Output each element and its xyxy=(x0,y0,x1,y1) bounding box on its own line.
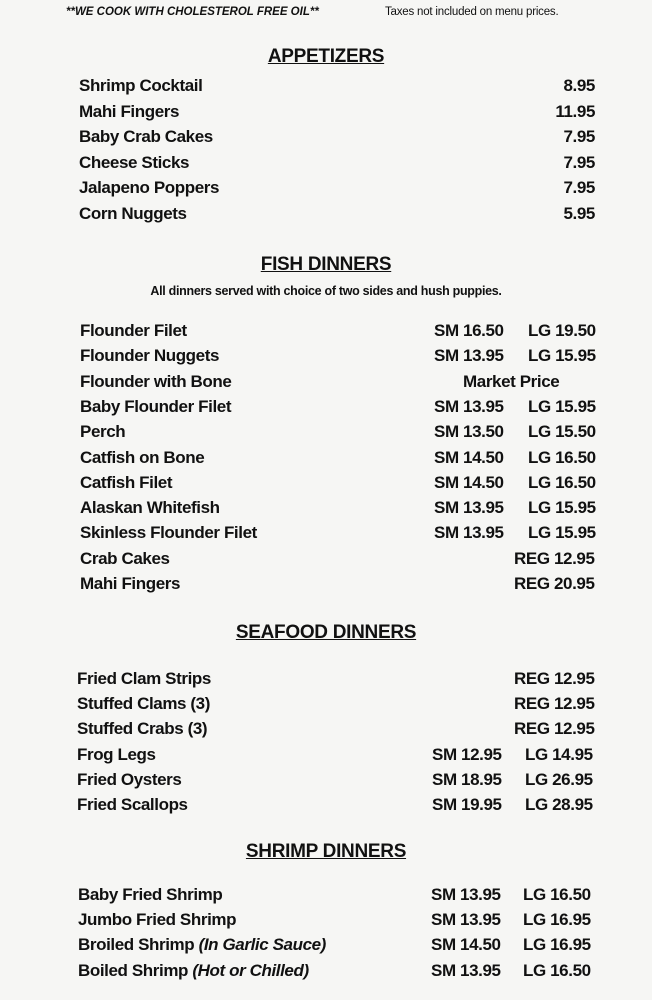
fish-dinners-title: FISH DINNERS xyxy=(260,254,392,275)
item-name-text: Flounder with Bone xyxy=(80,371,232,391)
item-price: 5.95 xyxy=(563,204,595,223)
menu-item-row xyxy=(79,102,595,126)
item-price-regular: REG 12.95 xyxy=(514,669,595,688)
item-price-small: SM 14.50 xyxy=(434,447,504,467)
seafood-dinners-title: SEAFOOD DINNERS xyxy=(235,622,417,643)
item-name xyxy=(80,448,204,468)
item-name xyxy=(80,422,125,442)
item-price-large: LG 19.50 xyxy=(528,321,596,340)
menu-item-row xyxy=(79,127,595,151)
item-name-text: Baby Fried Shrimp xyxy=(78,885,223,904)
item-name xyxy=(79,178,219,198)
item-price: 11.95 xyxy=(555,101,595,121)
item-price-large: LG 16.50 xyxy=(523,960,591,980)
menu-item-row xyxy=(80,498,600,522)
item-price: 7.95 xyxy=(563,152,595,172)
item-name xyxy=(78,961,309,981)
item-name xyxy=(78,885,222,905)
item-price-small: SM 18.95 xyxy=(432,769,502,789)
item-name-text: Skinless Flounder Filet xyxy=(80,523,257,543)
fish-dinners-subtitle: All dinners served with choice of two sides and hush puppies. xyxy=(150,284,502,298)
item-price-large: LG 15.95 xyxy=(528,523,596,543)
item-name xyxy=(77,694,210,714)
item-name xyxy=(80,321,187,341)
menu-item-row xyxy=(77,694,600,718)
item-price-small: SM 13.95 xyxy=(434,498,504,518)
item-price-large: LG 16.95 xyxy=(523,935,591,955)
menu-item-row xyxy=(77,745,600,769)
shrimp-dinners-title: SHRIMP DINNERS xyxy=(245,841,407,862)
item-name xyxy=(78,935,326,955)
menu-item-row xyxy=(80,397,600,421)
item-name-text: Fried Scallops xyxy=(77,795,188,814)
item-name xyxy=(79,76,202,96)
item-name xyxy=(79,204,187,224)
item-name xyxy=(77,770,181,790)
item-price-small: SM 13.95 xyxy=(434,346,504,366)
item-price-small: SM 14.50 xyxy=(431,935,501,955)
item-name-text: Stuffed Clams (3) xyxy=(77,694,210,714)
menu-item-row xyxy=(78,961,600,985)
menu-item-row xyxy=(80,346,600,370)
menu-item-row xyxy=(77,795,600,819)
menu-item-row xyxy=(79,76,595,100)
item-name xyxy=(79,127,213,147)
menu-item-row xyxy=(80,574,600,598)
item-price-regular: REG 20.95 xyxy=(514,574,595,593)
menu-item-row xyxy=(77,770,600,794)
item-name-text: Catfish Filet xyxy=(80,472,173,492)
menu-item-row xyxy=(80,549,600,573)
item-price-regular: REG 12.95 xyxy=(514,694,595,714)
tax-note: Taxes not included on menu prices. xyxy=(385,6,559,18)
item-price-small: SM 13.95 xyxy=(431,885,501,904)
item-name-text: Flounder Nuggets xyxy=(80,346,220,366)
item-price-small: SM 13.50 xyxy=(434,422,504,442)
menu-item-row xyxy=(80,473,600,497)
item-price-small: SM 12.95 xyxy=(432,744,502,764)
item-name-text: Corn Nuggets xyxy=(79,204,187,223)
item-name-text: Mahi Fingers xyxy=(80,574,181,593)
item-price-small: SM 13.95 xyxy=(431,960,501,980)
item-name xyxy=(80,498,220,518)
menu-item-row xyxy=(79,204,595,228)
item-name xyxy=(77,719,207,739)
item-price-small: SM 16.50 xyxy=(434,321,504,340)
item-name xyxy=(80,549,170,569)
item-name xyxy=(80,523,257,543)
item-price-small: SM 13.95 xyxy=(434,396,504,416)
item-price-large: LG 14.95 xyxy=(525,744,593,764)
item-price-small: SM 19.95 xyxy=(432,795,502,814)
item-name xyxy=(80,574,180,594)
item-price-small: SM 13.95 xyxy=(431,910,501,930)
item-price-large: LG 16.50 xyxy=(523,885,591,904)
item-name-text: Jumbo Fried Shrimp xyxy=(78,910,237,930)
item-name xyxy=(80,346,219,366)
menu-item-row xyxy=(77,719,600,743)
cholesterol-note: **WE COOK WITH CHOLESTEROL FREE OIL** xyxy=(66,6,319,18)
item-price-small: SM 14.50 xyxy=(434,472,504,492)
item-name xyxy=(79,102,179,122)
item-name-text: Crab Cakes xyxy=(80,548,170,568)
menu-item-row xyxy=(78,910,600,934)
menu-item-row xyxy=(79,153,595,177)
appetizers-title: APPETIZERS xyxy=(267,46,385,67)
item-name xyxy=(77,745,156,765)
item-price-regular: REG 12.95 xyxy=(514,548,595,568)
item-price-regular: REG 12.95 xyxy=(514,719,595,739)
item-market-price: Market Price xyxy=(463,371,560,391)
menu-item-row xyxy=(79,178,595,202)
item-name-text: Baby Flounder Filet xyxy=(80,396,232,416)
item-name xyxy=(78,910,236,930)
item-note: (Hot or Chilled) xyxy=(192,960,309,980)
item-name-text: Fried Clam Strips xyxy=(77,669,211,688)
item-name xyxy=(80,473,172,493)
menu-item-row xyxy=(78,935,600,959)
menu-item-row xyxy=(80,372,600,396)
item-name-text: Mahi Fingers xyxy=(79,101,180,121)
item-name-text: Flounder Filet xyxy=(80,321,187,340)
menu-item-row xyxy=(78,885,600,909)
item-name xyxy=(77,669,211,689)
item-price-large: LG 15.95 xyxy=(528,498,596,518)
item-price-large: LG 16.50 xyxy=(528,472,596,492)
item-price: 7.95 xyxy=(563,127,595,147)
item-name-text: Broiled Shrimp xyxy=(78,935,195,955)
item-price-large: LG 15.50 xyxy=(528,422,596,442)
item-price-large: LG 15.95 xyxy=(528,346,596,366)
item-name-text: Catfish on Bone xyxy=(80,447,205,467)
item-name xyxy=(79,153,189,173)
item-name-text: Fried Oysters xyxy=(77,769,182,789)
item-name-text: Baby Crab Cakes xyxy=(79,127,213,147)
item-price: 8.95 xyxy=(563,76,595,95)
item-name-text: Boiled Shrimp xyxy=(78,960,189,980)
item-price: 7.95 xyxy=(563,178,595,198)
item-price-large: LG 28.95 xyxy=(525,795,593,814)
item-price-large: LG 16.50 xyxy=(528,447,596,467)
item-price-large: LG 16.95 xyxy=(523,910,591,930)
item-price-large: LG 26.95 xyxy=(525,769,593,789)
item-note: (In Garlic Sauce) xyxy=(198,935,326,955)
item-name xyxy=(80,372,231,392)
menu-item-row xyxy=(80,321,600,345)
item-name-text: Frog Legs xyxy=(77,744,156,764)
menu-item-row xyxy=(80,422,600,446)
item-name-text: Stuffed Crabs (3) xyxy=(77,719,208,739)
item-name-text: Perch xyxy=(80,422,126,442)
item-name-text: Jalapeno Poppers xyxy=(79,178,220,198)
item-price-large: LG 15.95 xyxy=(528,396,596,416)
item-name-text: Cheese Sticks xyxy=(79,152,190,172)
item-name xyxy=(80,397,231,417)
item-price-small: SM 13.95 xyxy=(434,523,504,543)
item-name-text: Alaskan Whitefish xyxy=(80,498,220,518)
item-name xyxy=(77,795,188,815)
menu-item-row xyxy=(80,523,600,547)
menu-item-row xyxy=(80,448,600,472)
item-name-text: Shrimp Cocktail xyxy=(79,76,203,95)
menu-item-row xyxy=(77,669,600,693)
